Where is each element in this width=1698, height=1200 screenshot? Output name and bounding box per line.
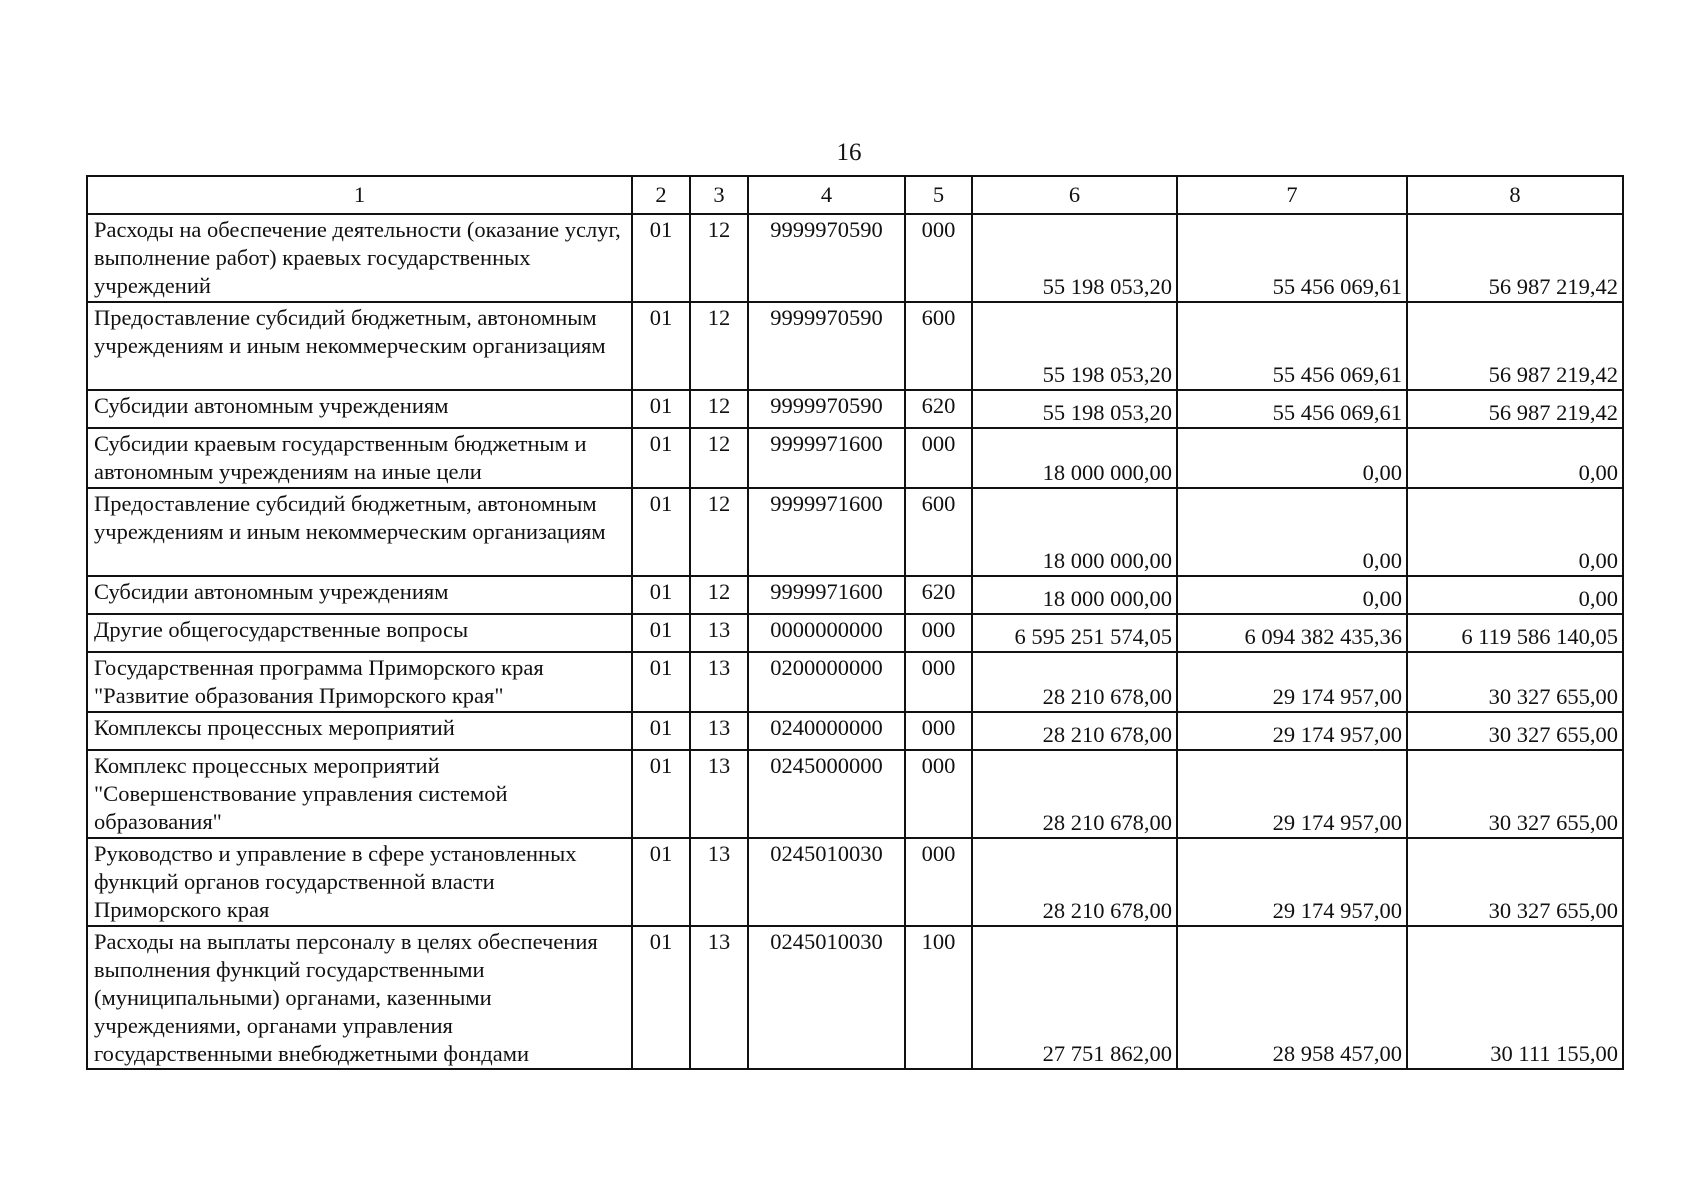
amount-col-6: 18 000 000,00 bbox=[972, 488, 1177, 576]
section-code: 01 bbox=[632, 712, 690, 750]
expense-type-code: 000 bbox=[905, 652, 972, 712]
amount-col-6: 55 198 053,20 bbox=[972, 302, 1177, 390]
expense-name: Предоставление субсидий бюджетным, автономным учреждениям и иным некоммерческим организациям bbox=[87, 488, 632, 576]
amount-col-7: 0,00 bbox=[1177, 428, 1407, 488]
expense-name: Государственная программа Приморского края "Развитие образования Приморского края" bbox=[87, 652, 632, 712]
amount-col-6: 28 210 678,00 bbox=[972, 838, 1177, 926]
subsection-code: 13 bbox=[690, 712, 748, 750]
subsection-code: 12 bbox=[690, 576, 748, 614]
subsection-code: 13 bbox=[690, 614, 748, 652]
subsection-code: 12 bbox=[690, 428, 748, 488]
column-header: 2 bbox=[632, 176, 690, 214]
amount-col-8: 6 119 586 140,05 bbox=[1407, 614, 1623, 652]
table-row bbox=[87, 302, 1623, 390]
amount-col-7: 29 174 957,00 bbox=[1177, 712, 1407, 750]
target-article-code: 0240000000 bbox=[748, 712, 905, 750]
subsection-code: 13 bbox=[690, 750, 748, 838]
amount-col-7: 0,00 bbox=[1177, 576, 1407, 614]
table-row bbox=[87, 652, 1623, 712]
amount-col-8: 0,00 bbox=[1407, 576, 1623, 614]
table-row bbox=[87, 214, 1623, 302]
subsection-code: 12 bbox=[690, 302, 748, 390]
amount-col-7: 28 958 457,00 bbox=[1177, 926, 1407, 1069]
target-article-code: 9999971600 bbox=[748, 488, 905, 576]
amount-col-7: 29 174 957,00 bbox=[1177, 750, 1407, 838]
table-row bbox=[87, 390, 1623, 428]
amount-col-8: 30 327 655,00 bbox=[1407, 712, 1623, 750]
section-code: 01 bbox=[632, 214, 690, 302]
table-row bbox=[87, 488, 1623, 576]
column-header: 6 bbox=[972, 176, 1177, 214]
expense-name: Субсидии краевым государственным бюджетным и автономным учреждениям на иные цели bbox=[87, 428, 632, 488]
target-article-code: 0245010030 bbox=[748, 926, 905, 1069]
amount-col-6: 28 210 678,00 bbox=[972, 750, 1177, 838]
target-article-code: 0245000000 bbox=[748, 750, 905, 838]
column-header: 5 bbox=[905, 176, 972, 214]
amount-col-6: 28 210 678,00 bbox=[972, 652, 1177, 712]
expense-name: Комплексы процессных мероприятий bbox=[87, 712, 632, 750]
table-header-row bbox=[87, 176, 1623, 214]
table-row bbox=[87, 926, 1623, 1069]
expense-name: Другие общегосударственные вопросы bbox=[87, 614, 632, 652]
amount-col-6: 27 751 862,00 bbox=[972, 926, 1177, 1069]
budget-table bbox=[86, 175, 1624, 1070]
amount-col-6: 55 198 053,20 bbox=[972, 214, 1177, 302]
target-article-code: 9999970590 bbox=[748, 302, 905, 390]
expense-name: Расходы на обеспечение деятельности (оказание услуг, выполнение работ) краевых государственных учреждений bbox=[87, 214, 632, 302]
expense-type-code: 000 bbox=[905, 614, 972, 652]
subsection-code: 12 bbox=[690, 214, 748, 302]
column-header: 1 bbox=[87, 176, 632, 214]
expense-name: Субсидии автономным учреждениям bbox=[87, 576, 632, 614]
amount-col-7: 29 174 957,00 bbox=[1177, 838, 1407, 926]
column-header: 8 bbox=[1407, 176, 1623, 214]
subsection-code: 13 bbox=[690, 838, 748, 926]
section-code: 01 bbox=[632, 926, 690, 1069]
section-code: 01 bbox=[632, 390, 690, 428]
target-article-code: 0245010030 bbox=[748, 838, 905, 926]
amount-col-6: 18 000 000,00 bbox=[972, 576, 1177, 614]
amount-col-8: 56 987 219,42 bbox=[1407, 302, 1623, 390]
amount-col-8: 30 327 655,00 bbox=[1407, 652, 1623, 712]
target-article-code: 9999970590 bbox=[748, 390, 905, 428]
expense-name: Предоставление субсидий бюджетным, автономным учреждениям и иным некоммерческим организациям bbox=[87, 302, 632, 390]
expense-type-code: 000 bbox=[905, 214, 972, 302]
expense-name: Комплекс процессных мероприятий "Совершенствование управления системой образования" bbox=[87, 750, 632, 838]
section-code: 01 bbox=[632, 750, 690, 838]
target-article-code: 0000000000 bbox=[748, 614, 905, 652]
section-code: 01 bbox=[632, 614, 690, 652]
amount-col-7: 6 094 382 435,36 bbox=[1177, 614, 1407, 652]
subsection-code: 13 bbox=[690, 926, 748, 1069]
expense-type-code: 000 bbox=[905, 750, 972, 838]
table-row bbox=[87, 614, 1623, 652]
amount-col-7: 29 174 957,00 bbox=[1177, 652, 1407, 712]
table-row bbox=[87, 750, 1623, 838]
amount-col-8: 0,00 bbox=[1407, 488, 1623, 576]
amount-col-8: 56 987 219,42 bbox=[1407, 390, 1623, 428]
amount-col-7: 55 456 069,61 bbox=[1177, 390, 1407, 428]
expense-type-code: 620 bbox=[905, 390, 972, 428]
amount-col-6: 18 000 000,00 bbox=[972, 428, 1177, 488]
expense-type-code: 000 bbox=[905, 838, 972, 926]
amount-col-8: 56 987 219,42 bbox=[1407, 214, 1623, 302]
page-number: 16 bbox=[836, 139, 862, 166]
target-article-code: 9999970590 bbox=[748, 214, 905, 302]
amount-col-8: 0,00 bbox=[1407, 428, 1623, 488]
amount-col-8: 30 327 655,00 bbox=[1407, 750, 1623, 838]
section-code: 01 bbox=[632, 576, 690, 614]
section-code: 01 bbox=[632, 302, 690, 390]
target-article-code: 9999971600 bbox=[748, 428, 905, 488]
subsection-code: 12 bbox=[690, 488, 748, 576]
amount-col-6: 55 198 053,20 bbox=[972, 390, 1177, 428]
amount-col-7: 0,00 bbox=[1177, 488, 1407, 576]
amount-col-6: 28 210 678,00 bbox=[972, 712, 1177, 750]
column-header: 4 bbox=[748, 176, 905, 214]
expense-name: Руководство и управление в сфере установленных функций органов государственной власти Приморского края bbox=[87, 838, 632, 926]
section-code: 01 bbox=[632, 428, 690, 488]
amount-col-8: 30 111 155,00 bbox=[1407, 926, 1623, 1069]
amount-col-6: 6 595 251 574,05 bbox=[972, 614, 1177, 652]
section-code: 01 bbox=[632, 652, 690, 712]
table-row bbox=[87, 712, 1623, 750]
section-code: 01 bbox=[632, 488, 690, 576]
expense-type-code: 600 bbox=[905, 488, 972, 576]
table-row bbox=[87, 838, 1623, 926]
expense-type-code: 620 bbox=[905, 576, 972, 614]
amount-col-7: 55 456 069,61 bbox=[1177, 302, 1407, 390]
table-row bbox=[87, 576, 1623, 614]
column-header: 7 bbox=[1177, 176, 1407, 214]
amount-col-7: 55 456 069,61 bbox=[1177, 214, 1407, 302]
expense-name: Субсидии автономным учреждениям bbox=[87, 390, 632, 428]
expense-type-code: 600 bbox=[905, 302, 972, 390]
expense-name: Расходы на выплаты персоналу в целях обеспечения выполнения функций государственными (муниципальными) органами, казенными учреждениями, органами управления государственными внебюджетными фондами bbox=[87, 926, 632, 1069]
column-header: 3 bbox=[690, 176, 748, 214]
subsection-code: 13 bbox=[690, 652, 748, 712]
subsection-code: 12 bbox=[690, 390, 748, 428]
section-code: 01 bbox=[632, 838, 690, 926]
target-article-code: 0200000000 bbox=[748, 652, 905, 712]
table-row bbox=[87, 428, 1623, 488]
expense-type-code: 100 bbox=[905, 926, 972, 1069]
expense-type-code: 000 bbox=[905, 428, 972, 488]
amount-col-8: 30 327 655,00 bbox=[1407, 838, 1623, 926]
target-article-code: 9999971600 bbox=[748, 576, 905, 614]
expense-type-code: 000 bbox=[905, 712, 972, 750]
